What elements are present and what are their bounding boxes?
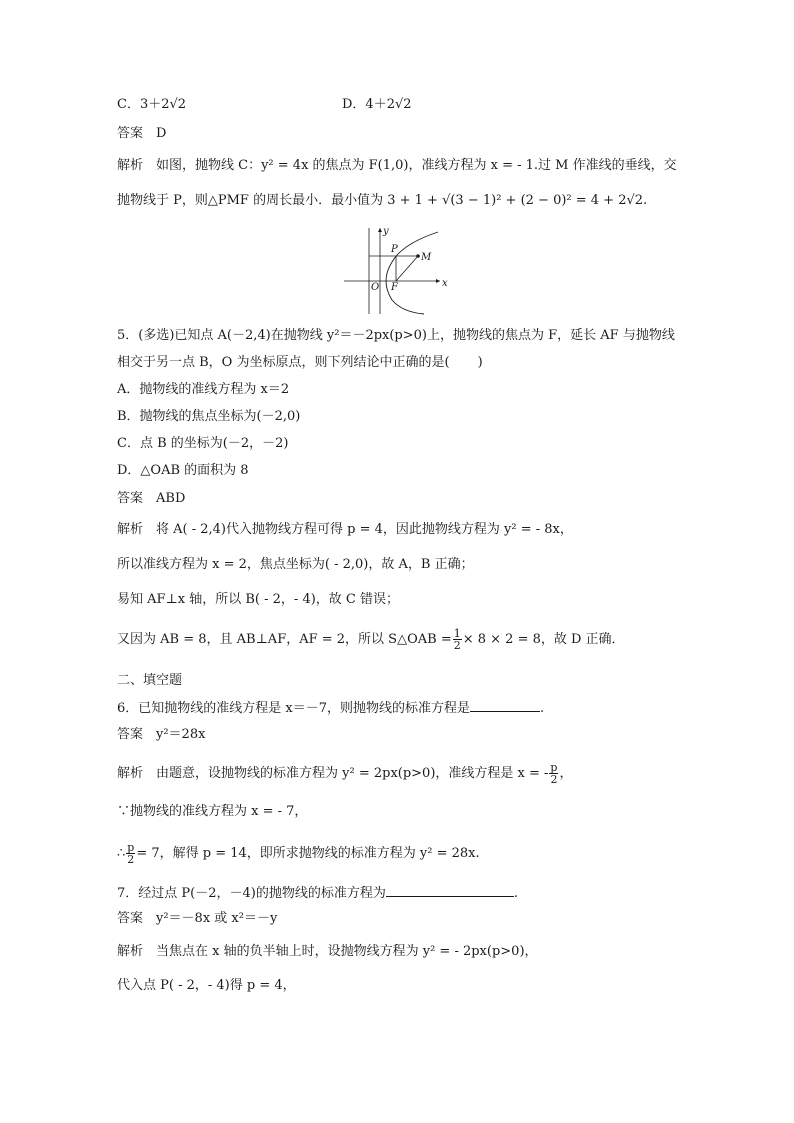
q5-stem-text: 相交于另一点 B，O 为坐标原点，则下列结论中正确的是( [117,355,450,370]
fraction-denominator: 2 [127,853,135,866]
q6-stem-text: 6．已知抛物线的准线方程是 x＝－7，则抛物线的标准方程是 [117,701,471,716]
q5-analysis-line-1: 解析 将 A( - 2,4)代入抛物线方程可得 p = 4，因此抛物线方程为 y² = - 8x， [117,522,573,537]
fraction-numerator: 1 [453,627,461,640]
fraction-p-over-2 [126,842,135,865]
label-p: P [391,244,398,255]
q5-analysis-line-3: 易知 AF⊥x 轴，所以 B( - 2，- 4)，故 C 错误； [117,592,399,607]
fraction-numerator: p [550,761,558,774]
q7-stem-text: 7．经过点 P(－2，－4)的抛物线的标准方程为 [117,886,386,901]
parabola-diagram [340,224,452,316]
q5-option-c: C．点 B 的坐标为(－2，－2) [117,436,289,451]
q6-analysis-1-tail: ， [559,766,573,781]
fraction-denominator: 2 [453,639,461,652]
fraction-one-half [453,628,462,651]
q5-option-b: B．抛物线的焦点坐标为(－2,0) [117,409,301,424]
q7-analysis-line-1: 解析 当焦点在 x 轴的负半轴上时，设抛物线方程为 y² = - 2px(p>0)， [117,944,538,959]
label-x: x [442,278,448,289]
point-m [416,254,420,258]
q6-analysis-1-text: 解析 由题意，设抛物线的标准方程为 y² = 2px(p>0)，准线方程是 x = - [117,766,549,781]
label-f: F [391,282,398,293]
q6-analysis-line-2: ∵抛物线的准线方程为 x = - 7， [117,804,308,819]
q7-answer: 答案 y²＝－8x 或 x²＝－y [117,911,278,926]
fraction-p-over-2 [549,762,558,785]
q6-stem-period: . [540,701,545,716]
q5-stem-line-2 [117,354,483,372]
q6-analysis-line-3 [117,842,480,865]
label-y: y [383,226,389,237]
q6-answer-blank [470,699,540,712]
fraction-numerator: p [127,841,135,854]
q5-analysis-line-2: 所以准线方程为 x = 2，焦点坐标为( - 2,0)，故 A，B 正确； [117,557,474,572]
fraction-denominator: 2 [550,773,558,786]
q7-stem-period: . [513,886,518,901]
q5-option-a: A．抛物线的准线方程为 x＝2 [117,382,290,397]
q5-analysis-4-tail: × 8 × 2 = 8，故 D 正确． [462,632,625,647]
q6-answer: 答案 y²＝28x [117,727,206,742]
q4-answer: 答案 D [117,126,167,141]
q6-analysis-3-tail: = 7，解得 p = 14，即所求抛物线的标准方程为 y² = 28x. [136,846,480,861]
q7-analysis-line-2: 代入点 P( - 2，- 4)得 p = 4， [117,978,296,993]
q6-stem [117,699,544,718]
q5-analysis-4-text: 又因为 AB = 8，且 AB⊥AF，AF = 2，所以 S△OAB = [117,632,452,647]
option-c-q4: C．3＋2√2 [117,97,187,112]
q6-analysis-3-therefore: ∴ [117,846,126,861]
q5-stem-close-paren: ) [477,355,483,370]
label-o: O [371,282,380,293]
option-d-q4: D．4＋2√2 [342,97,412,112]
q5-option-d: D．△OAB 的面积为 8 [117,463,249,478]
q4-analysis-line-1: 解析 如图，抛物线 C：y² = 4x 的焦点为 F(1,0)，准线方程为 x = - 1.过 M 作准线的垂线，交 [117,158,677,173]
q5-analysis-line-4 [117,628,625,651]
segment-fm [396,256,418,281]
parabola-figure [340,224,452,316]
section-heading-fill-in: 二、填空题 [117,673,183,688]
q4-analysis-line-2: 抛物线于 P，则△PMF 的周长最小．最小值为 3 + 1 + √(3 − 1)² + (2 − 0)² = 4 + 2√2. [117,193,648,208]
x-axis-arrow [436,279,440,283]
q6-analysis-line-1 [117,762,572,785]
q7-stem [117,884,518,903]
q7-answer-blank [386,884,514,897]
label-m: M [421,252,432,263]
q5-stem-line-1: 5．(多选)已知点 A(－2,4)在抛物线 y²＝－2px(p>0)上，抛物线的焦点为 F，延长 AF 与抛物线 [117,328,675,343]
q5-answer: 答案 ABD [117,491,186,506]
y-axis-arrow [378,228,382,232]
